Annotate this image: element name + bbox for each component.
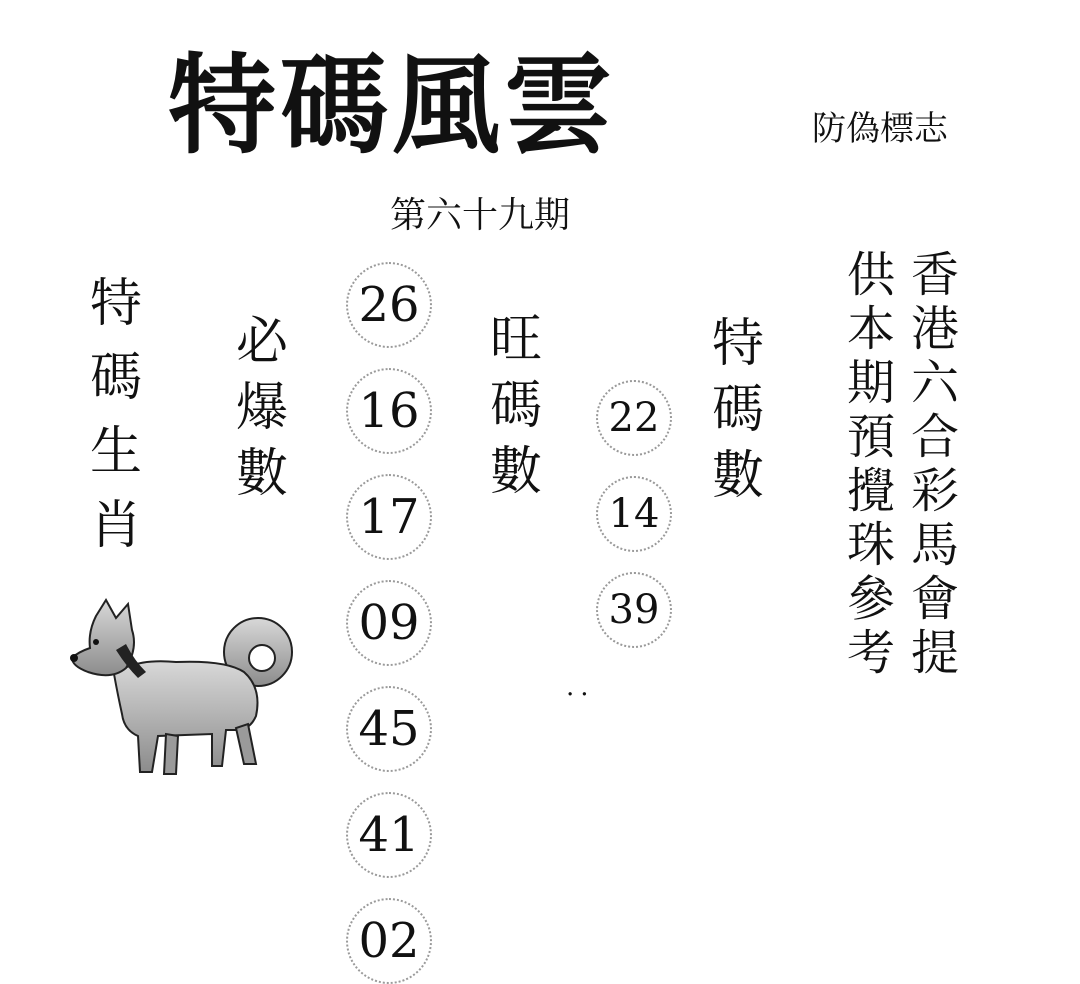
number-ball: 16 <box>346 368 432 454</box>
number-ball: 14 <box>596 476 672 552</box>
special-char: 特 <box>712 314 765 374</box>
number-ball: 09 <box>346 580 432 666</box>
side-char: 考 <box>846 625 895 681</box>
side-char: 彩 <box>910 463 959 519</box>
side-char: 參 <box>846 571 895 627</box>
wang-label <box>490 310 543 502</box>
special-char: 碼 <box>712 380 765 440</box>
must-label <box>236 312 289 504</box>
must-char: 必 <box>236 312 289 372</box>
side-char: 供 <box>846 247 895 303</box>
side-char: 預 <box>846 409 895 465</box>
number-ball: 02 <box>346 898 432 984</box>
must-char: 爆 <box>236 378 289 438</box>
number-ball: 41 <box>346 792 432 878</box>
must-char: 數 <box>236 444 289 504</box>
must-numbers-list <box>346 262 432 984</box>
side-char: 合 <box>910 409 959 465</box>
zodiac-char: 特 <box>90 274 143 334</box>
wang-char: 碼 <box>490 376 543 436</box>
side-char: 港 <box>910 301 959 357</box>
issue-number: 第六十九期 <box>390 195 571 236</box>
number-ball: 39 <box>596 572 672 648</box>
side-char: 攪 <box>846 463 895 519</box>
zodiac-char: 碼 <box>90 348 143 408</box>
wang-char: 數 <box>490 442 543 502</box>
side-char: 提 <box>910 625 959 681</box>
special-char: 數 <box>712 446 765 506</box>
side-note-col-left <box>842 248 900 680</box>
side-char: 珠 <box>846 517 895 573</box>
side-note-col-right <box>906 248 964 680</box>
special-label <box>712 314 765 506</box>
side-char: 會 <box>910 571 959 627</box>
number-ball: 45 <box>346 686 432 772</box>
anti-counterfeit-mark: 防偽標志 <box>812 109 948 149</box>
side-char: 香 <box>910 247 959 303</box>
zodiac-char: 生 <box>90 422 143 482</box>
wang-numbers-list <box>596 380 672 648</box>
zodiac-label <box>90 274 143 556</box>
number-ball: 26 <box>346 262 432 348</box>
side-char: 馬 <box>910 517 959 573</box>
wang-char: 旺 <box>490 310 543 370</box>
dog-icon <box>66 596 306 790</box>
number-ball: 22 <box>596 380 672 456</box>
side-char: 本 <box>846 301 895 357</box>
page-title: 特碼風雲 <box>168 43 617 169</box>
ellipsis: .. <box>566 672 595 702</box>
zodiac-char: 肖 <box>90 496 143 556</box>
side-note <box>842 248 964 680</box>
side-char: 六 <box>910 355 959 411</box>
number-ball: 17 <box>346 474 432 560</box>
side-char: 期 <box>846 355 895 411</box>
